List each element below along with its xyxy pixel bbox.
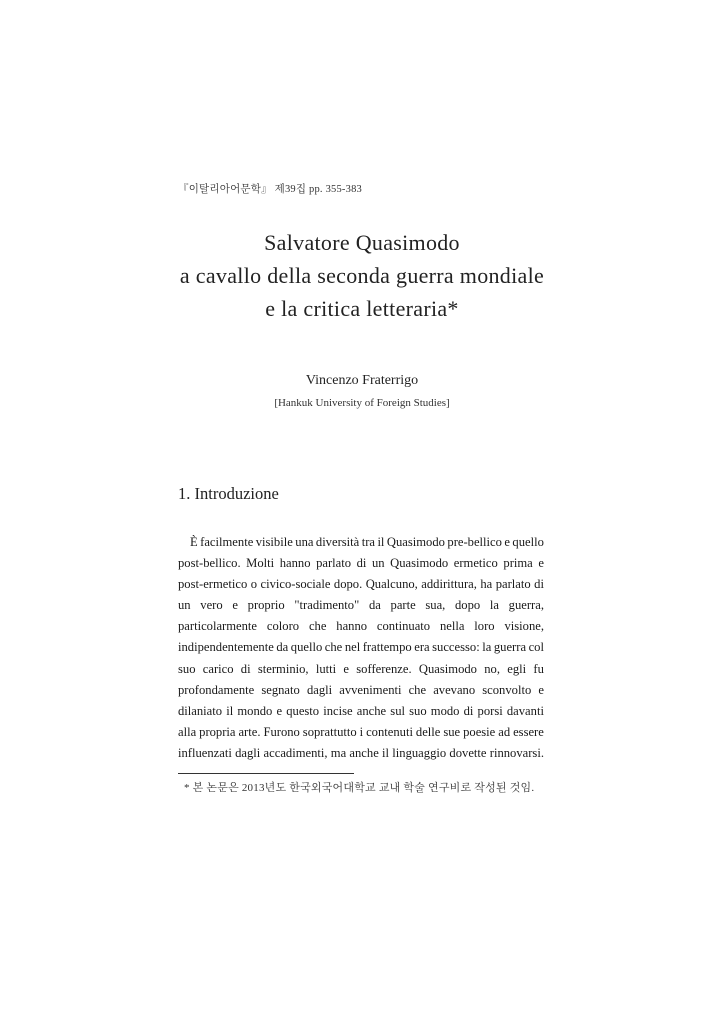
body-word: che <box>408 682 427 697</box>
body-word: quello <box>512 535 544 549</box>
body-word: e <box>538 556 544 571</box>
body-word: questo <box>286 703 320 718</box>
body-word: dovette <box>449 745 487 760</box>
body-word: e <box>343 661 350 676</box>
body-word: il <box>226 703 234 718</box>
body-word: diversità <box>315 535 360 549</box>
body-word: sofferenze. <box>356 661 412 676</box>
body-word: contenuti <box>366 724 413 739</box>
body-word: una <box>295 535 314 549</box>
footnote: * 본 논문은 2013년도 한국외국어대학교 교내 학술 연구비로 작성된 것임. <box>184 782 535 794</box>
body-word: arte. <box>238 724 261 739</box>
body-word: no, <box>484 661 500 676</box>
body-line <box>178 722 544 743</box>
journal-reference: 『이탈리아어문학』 제39집 pp. 355-383 <box>178 184 362 195</box>
body-word: che <box>324 640 343 655</box>
body-word: incise <box>323 703 353 718</box>
body-line <box>178 553 544 574</box>
body-word: di <box>534 577 544 592</box>
body-word: "tradimento" <box>294 598 360 613</box>
body-word: loro <box>474 619 495 634</box>
body-word: dilaniato <box>178 703 223 718</box>
body-word: alla <box>178 724 197 739</box>
body-word: porsi <box>477 703 503 718</box>
body-word: civico-sociale <box>260 577 331 592</box>
body-word: carico <box>202 661 234 676</box>
body-word: soprattutto <box>302 724 357 739</box>
body-word: rinnovarsi. <box>489 745 544 760</box>
body-word: parte <box>390 598 416 613</box>
body-word: anche <box>349 745 379 760</box>
title-line-2: a cavallo della seconda guerra mondiale <box>179 263 545 288</box>
body-word: che <box>308 619 327 634</box>
body-word: suo <box>409 703 427 718</box>
body-word: col <box>528 640 544 655</box>
body-word: mondo <box>237 703 273 718</box>
body-word: era <box>414 640 430 655</box>
body-word: pre-bellico <box>447 535 502 549</box>
body-line <box>178 616 544 637</box>
body-word: È <box>190 535 198 549</box>
body-word: Quasimodo <box>418 661 477 676</box>
body-word: la <box>482 640 492 655</box>
body-word: proprio <box>247 598 285 613</box>
body-word: la <box>489 598 499 613</box>
body-word: davanti <box>506 703 544 718</box>
body-word: facilmente <box>200 535 254 549</box>
title-line-1: Salvatore Quasimodo <box>264 230 460 255</box>
body-word: i <box>359 724 364 739</box>
body-word: fu <box>533 661 544 676</box>
body-word: lutti <box>315 661 337 676</box>
body-word: dopo <box>455 598 481 613</box>
body-word: linguaggio <box>392 745 447 760</box>
body-word: essere <box>513 724 544 739</box>
body-word: Furono <box>263 724 300 739</box>
body-line <box>178 659 544 680</box>
body-line <box>178 532 544 553</box>
body-word: ha <box>480 577 493 592</box>
body-line <box>178 680 544 701</box>
body-word: coloro <box>266 619 300 634</box>
body-word: nella <box>439 619 465 634</box>
body-word: il <box>377 535 385 549</box>
body-word: ermetico <box>453 556 498 571</box>
body-word: parlato <box>495 577 531 592</box>
body-word: e <box>538 682 544 697</box>
body-word: dagli <box>235 745 261 760</box>
body-word: sconvolto <box>482 682 532 697</box>
body-word: e <box>232 598 238 613</box>
body-line <box>178 574 544 595</box>
body-word: sue <box>443 724 461 739</box>
body-word: guerra <box>493 640 527 655</box>
body-word: Quasimodo <box>386 535 445 549</box>
body-word: continuato <box>376 619 431 634</box>
body-word: prima <box>503 556 533 571</box>
body-word: influenzati <box>178 745 232 760</box>
body-word: post-ermetico <box>178 577 248 592</box>
body-word: suo <box>178 661 196 676</box>
body-word: parlato <box>316 556 352 571</box>
body-word: profondamente <box>178 682 255 697</box>
body-paragraph <box>178 532 544 764</box>
body-word: avevano <box>433 682 476 697</box>
body-word: delle <box>415 724 441 739</box>
body-word: avvenimenti <box>339 682 402 697</box>
body-word: il <box>382 745 390 760</box>
body-word: sua, <box>425 598 446 613</box>
body-word: egli <box>507 661 527 676</box>
body-word: e <box>276 703 283 718</box>
body-word: frattempo <box>362 640 412 655</box>
body-word: visione, <box>504 619 544 634</box>
body-word: sul <box>390 703 405 718</box>
body-word: guerra, <box>508 598 544 613</box>
body-word: dopo. <box>333 577 363 592</box>
body-word: di <box>240 661 251 676</box>
body-word: segnato <box>261 682 300 697</box>
footnote-divider <box>178 773 354 774</box>
body-word: e <box>504 535 510 549</box>
body-word: propria <box>199 724 236 739</box>
body-word: post-bellico. <box>178 556 241 571</box>
author-affiliation: [Hankuk University of Foreign Studies] <box>274 397 450 409</box>
body-word: hanno <box>336 619 368 634</box>
body-word: Qualcuno, <box>365 577 418 592</box>
body-word: hanno <box>279 556 311 571</box>
body-word: di <box>463 703 474 718</box>
body-line <box>178 701 544 722</box>
body-word: accadimenti, <box>263 745 328 760</box>
body-word: ma <box>330 745 347 760</box>
title-line-3: e la critica letteraria* <box>265 296 459 321</box>
body-line <box>178 595 544 616</box>
body-word: quello <box>290 640 323 655</box>
body-word: un <box>178 598 191 613</box>
body-word: di <box>356 556 367 571</box>
body-word: sterminio, <box>257 661 309 676</box>
body-word: visibile <box>255 535 293 549</box>
body-word: o <box>250 577 258 592</box>
author-block <box>0 370 724 412</box>
body-word: ad <box>498 724 511 739</box>
body-word: vero <box>200 598 223 613</box>
section-heading: 1. Introduzione <box>178 484 279 503</box>
body-line <box>178 743 544 764</box>
body-word: anche <box>356 703 387 718</box>
body-word: addirittura, <box>421 577 477 592</box>
body-word: da <box>368 598 381 613</box>
body-word: successo: <box>432 640 480 655</box>
body-word: indipendentemente <box>178 640 274 655</box>
body-word: Molti <box>246 556 275 571</box>
body-word: Quasimodo <box>390 556 449 571</box>
paper-title <box>0 226 724 325</box>
body-word: un <box>371 556 385 571</box>
body-word: da <box>276 640 289 655</box>
body-line <box>178 637 544 658</box>
author-name: Vincenzo Fraterrigo <box>305 373 419 388</box>
body-word: dagli <box>306 682 333 697</box>
body-word: tra <box>361 535 375 549</box>
body-word: modo <box>430 703 460 718</box>
body-word: particolarmente <box>178 619 258 634</box>
body-word: poesie <box>463 724 496 739</box>
body-word: nel <box>344 640 361 655</box>
